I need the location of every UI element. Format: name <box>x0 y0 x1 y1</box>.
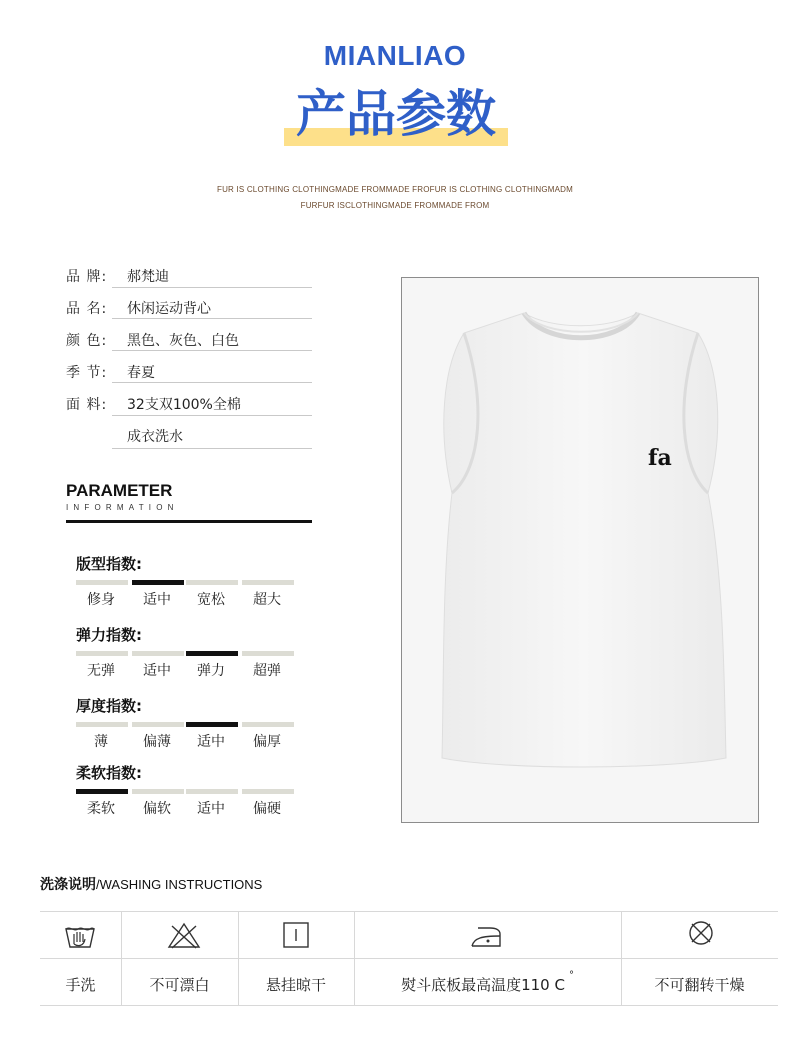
wash-label-no-tumble-dry: 不可翻转干燥 <box>654 976 745 994</box>
index-segment <box>76 722 128 727</box>
table-bottom-border <box>40 1005 778 1006</box>
spec-key: 品 名: <box>66 301 108 317</box>
index-segment <box>132 722 184 727</box>
wash-label-iron <box>354 970 621 995</box>
index-option: 适中 <box>197 734 225 750</box>
page-title-block <box>284 84 508 148</box>
no-tumble-dry-icon <box>681 918 721 948</box>
index-segment <box>242 580 294 585</box>
index-option: 适中 <box>143 592 171 608</box>
index-option: 薄 <box>94 734 108 750</box>
index-segment <box>242 651 294 656</box>
product-photo <box>401 277 759 823</box>
brand-name: MIANLIAO <box>323 40 467 71</box>
index-option: 偏薄 <box>143 734 171 750</box>
table-top-border <box>40 911 778 912</box>
spec-divider <box>112 318 312 319</box>
index-segment <box>186 580 238 585</box>
spec-value: 春夏 <box>127 365 155 381</box>
wash-label-hand-wash: 手洗 <box>65 976 96 994</box>
iron-icon <box>466 922 506 952</box>
spec-value: 32支双100%全棉 <box>127 397 241 413</box>
spec-divider <box>112 287 312 288</box>
degree-mark: ° <box>568 970 574 981</box>
hand-wash-icon <box>60 920 100 950</box>
index-segment-selected <box>76 789 128 794</box>
spec-value: 郝梵迪 <box>127 269 169 285</box>
brand-logo-print: fa <box>648 445 672 471</box>
index-option: 超大 <box>253 592 281 608</box>
index-option: 偏软 <box>143 801 171 817</box>
index-option: 无弹 <box>87 663 115 679</box>
index-segment <box>76 651 128 656</box>
spec-key: 颜 色: <box>66 333 108 349</box>
parameter-subtitle: INFORMATION <box>66 503 179 512</box>
wash-label-no-bleach: 不可漂白 <box>149 976 210 994</box>
spec-divider <box>112 415 312 416</box>
spec-value: 成衣洗水 <box>127 429 183 445</box>
index-segment-selected <box>186 651 238 656</box>
spec-key: 季 节: <box>66 365 108 381</box>
spec-divider <box>112 448 312 449</box>
index-option: 修身 <box>87 592 115 608</box>
spec-divider <box>112 350 312 351</box>
spec-value: 黑色、灰色、白色 <box>127 333 239 349</box>
washing-title <box>40 874 262 894</box>
spec-key: 面 料: <box>66 397 108 413</box>
index-segment <box>132 789 184 794</box>
index-segment-selected <box>132 580 184 585</box>
index-title: 厚度指数: <box>76 697 142 715</box>
parameter-underline <box>66 520 312 523</box>
tagline-line-2: FURFUR ISCLOTHINGMADE FROMMADE FROM <box>300 201 490 210</box>
index-option: 超弹 <box>253 663 281 679</box>
index-option: 偏硬 <box>253 801 281 817</box>
index-segment <box>242 789 294 794</box>
washing-title-en: /WASHING INSTRUCTIONS <box>96 877 263 892</box>
index-title: 版型指数: <box>76 555 142 573</box>
spec-divider <box>112 382 312 383</box>
index-option: 弹力 <box>197 663 225 679</box>
hang-dry-icon <box>276 920 316 950</box>
index-title: 弹力指数: <box>76 626 142 644</box>
spec-value: 休闲运动背心 <box>127 301 211 317</box>
index-segment <box>132 651 184 656</box>
index-title: 柔软指数: <box>76 764 142 782</box>
washing-title-cn: 洗涤说明 <box>40 877 96 893</box>
tank-top-image <box>402 278 758 822</box>
index-option: 适中 <box>197 801 225 817</box>
index-option: 宽松 <box>197 592 225 608</box>
tagline-line-1: FUR IS CLOTHING CLOTHINGMADE FROMMADE FROFUR IS CLOTHING CLOTHINGMADM <box>216 185 574 194</box>
index-segment-selected <box>186 722 238 727</box>
index-option: 偏厚 <box>253 734 281 750</box>
table-middle-border <box>40 958 778 959</box>
index-segment <box>242 722 294 727</box>
page-title: 产品参数 <box>296 85 496 143</box>
wash-label-hang-dry: 悬挂晾干 <box>265 976 326 994</box>
index-option: 柔软 <box>87 801 115 817</box>
iron-temperature-text: 熨斗底板最高温度110 C <box>401 976 565 994</box>
spec-key: 品 牌: <box>66 269 108 285</box>
index-segment <box>186 789 238 794</box>
no-bleach-icon <box>164 920 204 950</box>
parameter-title: PARAMETER <box>66 481 173 500</box>
index-segment <box>76 580 128 585</box>
index-option: 适中 <box>143 663 171 679</box>
